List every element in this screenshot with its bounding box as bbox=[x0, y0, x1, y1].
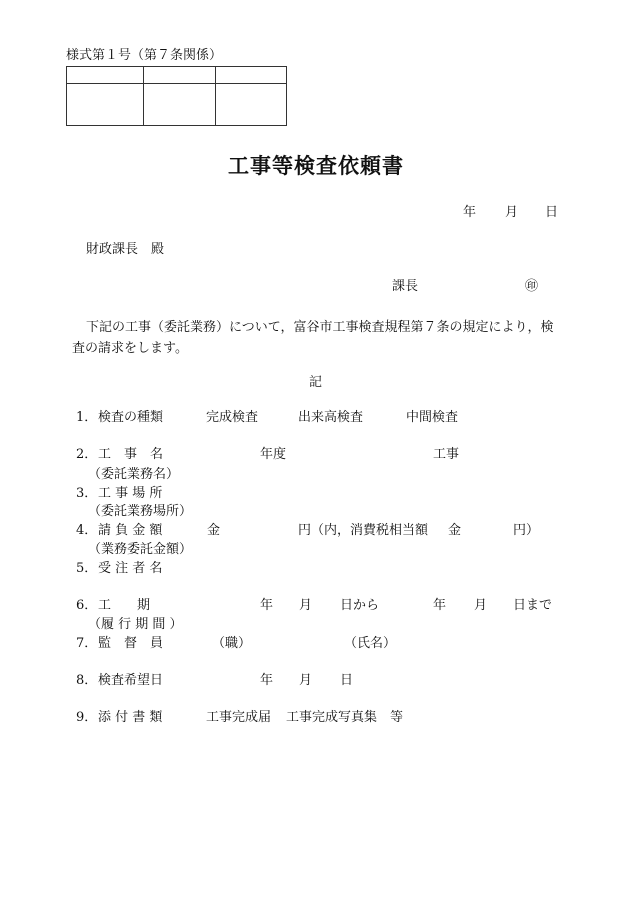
item-label: 添 付 書 類 bbox=[98, 710, 163, 725]
yen-close-label: 円） bbox=[513, 523, 540, 538]
item-number: 5． bbox=[76, 561, 98, 576]
item-number: 3． bbox=[76, 486, 98, 501]
stamp-cell bbox=[144, 84, 216, 126]
yen-tax-label: 円（内，消費税相当額 bbox=[298, 523, 429, 538]
item-label: 工 期 bbox=[98, 598, 151, 613]
item-label: 検査希望日 bbox=[98, 673, 164, 688]
item-label: 工 事 名 bbox=[98, 447, 164, 462]
sender-role: 課長 bbox=[392, 279, 419, 294]
item-number: 2． bbox=[76, 447, 98, 462]
period-start-month: 月 bbox=[299, 598, 313, 613]
inspection-type-progress: 出来高検査 bbox=[298, 410, 364, 425]
period-end-month: 月 bbox=[474, 598, 488, 613]
stamp-header-cell bbox=[216, 67, 287, 84]
item-label: 受 注 者 名 bbox=[98, 561, 163, 576]
period-end-year: 年 bbox=[433, 598, 447, 613]
item-number: 4． bbox=[76, 523, 98, 538]
item-sublabel: （委託業務名） bbox=[88, 467, 180, 482]
stamp-header-cell bbox=[144, 67, 216, 84]
attachment-photo-album: 工事完成写真集 等 bbox=[286, 710, 404, 725]
attachment-completion-report: 工事完成届 bbox=[206, 710, 272, 725]
item-sublabel: （委託業務場所） bbox=[88, 504, 193, 519]
item-label: 工 事 場 所 bbox=[98, 486, 163, 501]
period-end-day: 日まで bbox=[513, 598, 553, 613]
request-year: 年 bbox=[260, 673, 274, 688]
date-year: 年 bbox=[463, 205, 477, 220]
item-sublabel: （業務委託金額） bbox=[88, 542, 193, 557]
item-number: 8． bbox=[76, 673, 98, 688]
supervisor-name-label: （氏名） bbox=[344, 636, 397, 651]
seal-mark: ㊞ bbox=[525, 279, 539, 294]
addressee: 財政課長 殿 bbox=[86, 242, 165, 257]
period-start-year: 年 bbox=[260, 598, 274, 613]
body-text: 下記の工事（委託業務）について，富谷市工事検査規程第７条の規定により，検査の請求をします。 bbox=[72, 320, 554, 356]
ki-heading: 記 bbox=[309, 375, 323, 390]
date-month: 月 bbox=[505, 205, 519, 220]
supervisor-title-label: （職） bbox=[212, 636, 252, 651]
request-month: 月 bbox=[299, 673, 313, 688]
item-number: 1． bbox=[76, 410, 98, 425]
item-number: 6． bbox=[76, 598, 98, 613]
fiscal-year-label: 年度 bbox=[260, 447, 287, 462]
item-label: 監 督 員 bbox=[98, 636, 164, 651]
date-day: 日 bbox=[545, 205, 559, 220]
kin-tax-label: 金 bbox=[448, 523, 462, 538]
kouji-label: 工事 bbox=[433, 447, 460, 462]
kin-label: 金 bbox=[207, 523, 221, 538]
stamp-cell bbox=[67, 84, 144, 126]
inspection-type-interim: 中間検査 bbox=[406, 410, 459, 425]
document-title: 工事等検査依頼書 bbox=[228, 153, 404, 178]
inspection-type-final: 完成検査 bbox=[206, 410, 259, 425]
item-label: 検査の種類 bbox=[98, 410, 164, 425]
item-number: 9． bbox=[76, 710, 98, 725]
stamp-cell bbox=[216, 84, 287, 126]
item-number: 7． bbox=[76, 636, 98, 651]
item-sublabel: （履 行 期 間 ） bbox=[88, 617, 183, 632]
form-label: 様式第１号（第７条関係） bbox=[66, 48, 223, 63]
stamp-header-cell bbox=[67, 67, 144, 84]
period-start-day: 日から bbox=[340, 598, 380, 613]
approval-stamp-table bbox=[66, 66, 287, 126]
request-day: 日 bbox=[340, 673, 354, 688]
item-label: 請 負 金 額 bbox=[98, 523, 163, 538]
